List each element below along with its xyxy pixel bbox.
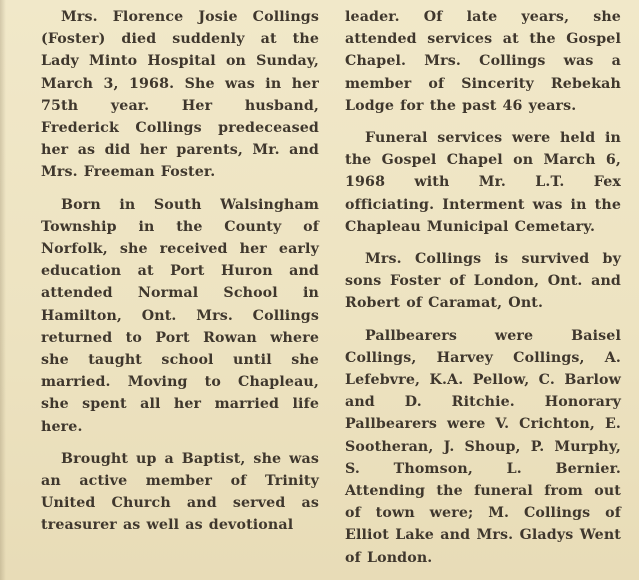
paragraph-gap — [41, 438, 319, 448]
article-paragraph-pallbearers: Pallbearers were Baisel Collings, Harvey Collings, A. Lefebvre, K.A. Pellow, C. Barlow and D. Ritchie. Honorary Pallbearers were V. Crichton, E. Sootheran, J. Shoup, P. Murphy, S. Thomson, L. Bernier. Attending the funeral from out of town were; M. Collings of Elliot Lake and Mrs. Gladys Went of London. — [345, 327, 621, 566]
paragraph-gap — [41, 184, 319, 194]
paper-edge-shadow — [0, 0, 6, 580]
article-paragraph-funeral-services: Funeral services were held in the Gospel Chapel on March 6, 1968 with Mr. L.T. Fex officiating. Interment was in the Chapleau Municipal Cemetary. — [345, 130, 621, 235]
article-column-right — [345, 6, 621, 569]
paragraph-gap — [345, 315, 621, 325]
article-paragraph-death-notice: Mrs. Florence Josie Collings (Foster) died suddenly at the Lady Minto Hospital on Sunday, March 3, 1968. She was in her 75th year. Her husband, Frederick Collings predeceased her as did her parents, Mr. and Mrs. Freeman Foster. — [41, 9, 319, 181]
article-paragraph-church-life: Brought up a Baptist, she was an active member of Trinity United Church and served as treasurer as well as devotional — [41, 450, 319, 534]
article-paragraph-survivors: Mrs. Collings is survived by sons Foster of London, Ont. and Robert of Caramat, Ont. — [345, 251, 621, 312]
article-column-left — [41, 6, 319, 537]
paragraph-gap — [345, 117, 621, 127]
article-paragraph-church-life-continued: leader. Of late years, she attended services at the Gospel Chapel. Mrs. Collings was a member of Sincerity Rebekah Lodge for the past 46 years. — [345, 9, 621, 114]
article-paragraph-early-life: Born in South Walsingham Township in the County of Norfolk, she received her early education at Port Huron and attended Normal School in Hamilton, Ont. Mrs. Collings returned to Port Rowan where she taught school until she married. Moving to Chapleau, she spent all her married life here. — [41, 196, 319, 435]
paragraph-gap — [345, 238, 621, 248]
